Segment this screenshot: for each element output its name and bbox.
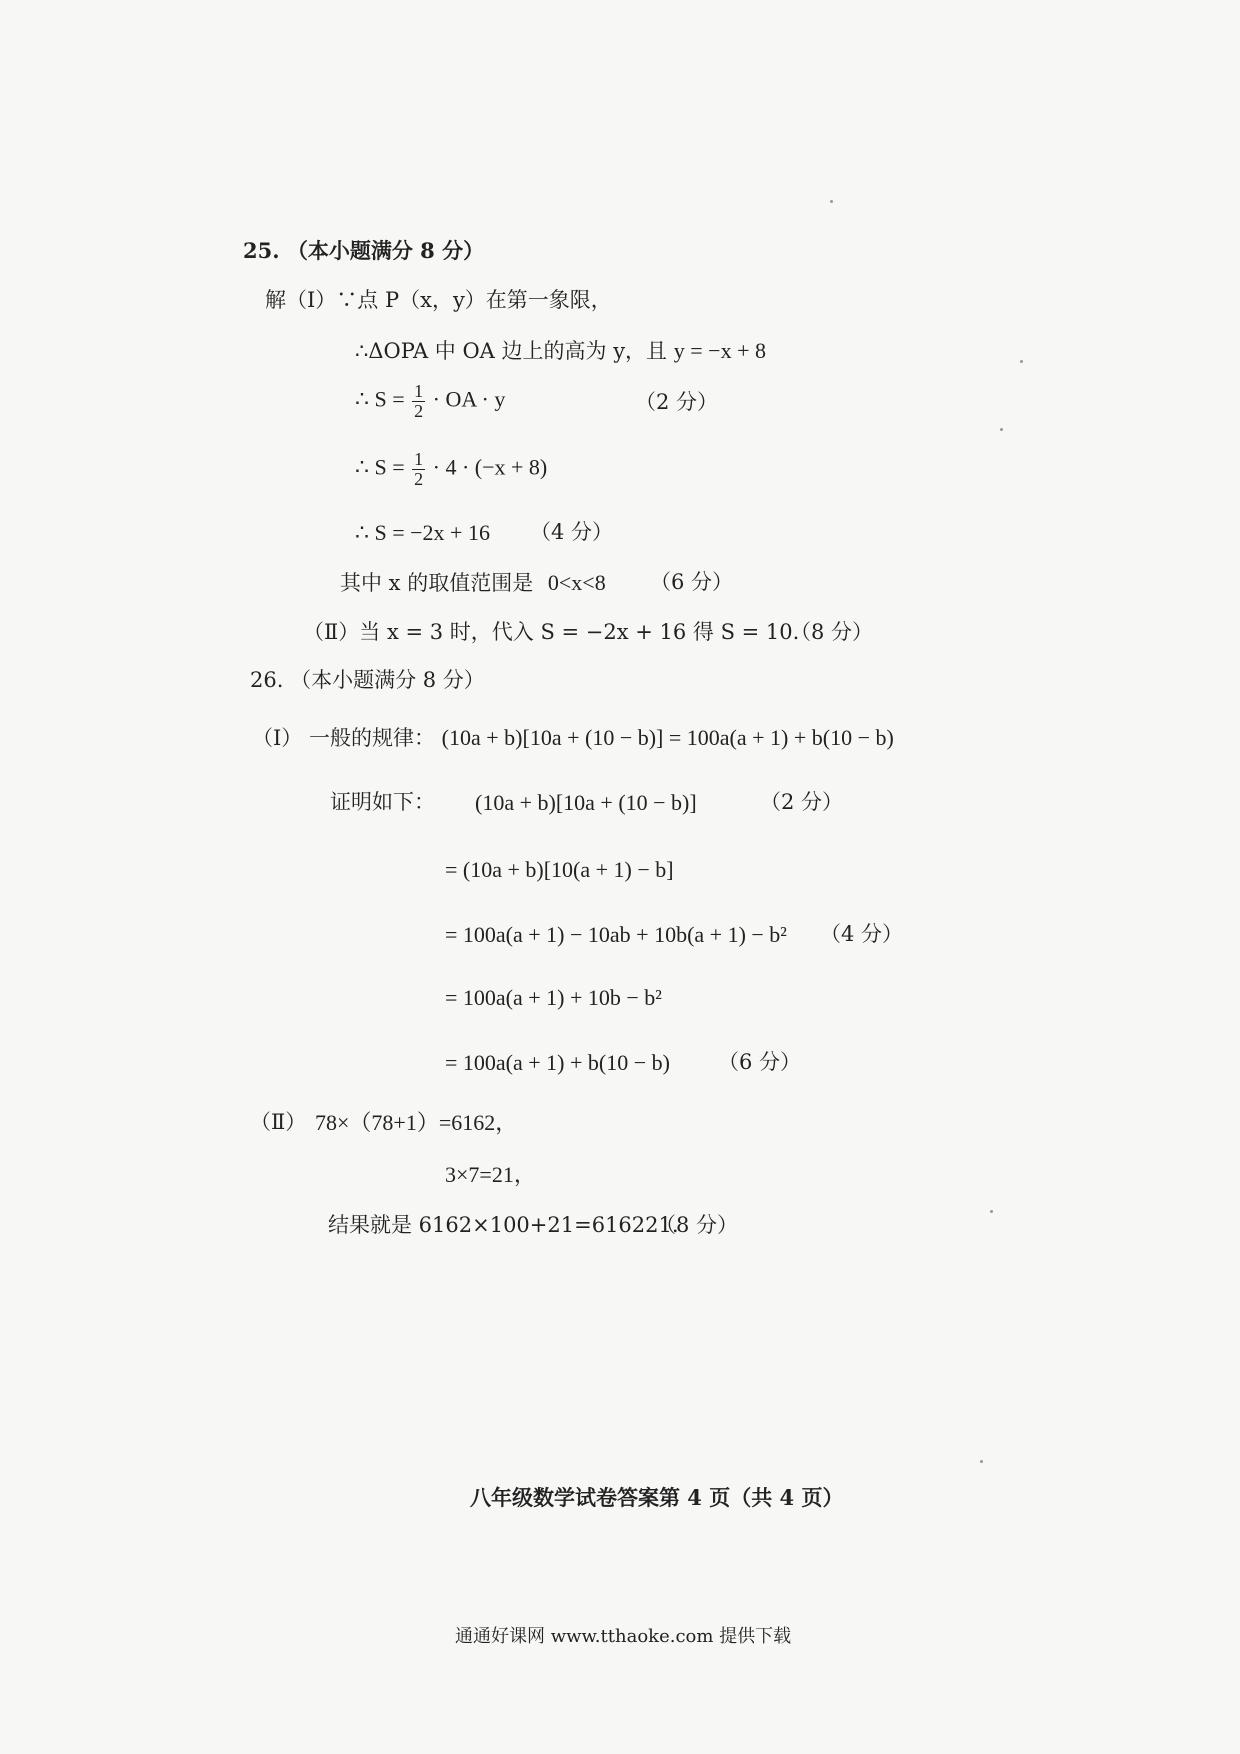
scan-speck: [990, 1210, 993, 1213]
q25-score-2: （2 分）: [635, 390, 719, 414]
scan-speck: [1020, 360, 1023, 363]
fraction-numerator: 1: [414, 449, 424, 469]
q25-score-6: （6 分）: [650, 570, 734, 594]
q26-header: 26. （本小题满分 8 分）: [250, 668, 485, 692]
q26-result: 结果就是 6162×100+21=616221.: [328, 1213, 679, 1237]
q26-proof-line1: (10a + b)[10a + (10 − b)]: [475, 790, 697, 815]
scan-speck: [830, 200, 833, 203]
q26-proof-label: 证明如下：: [330, 790, 435, 814]
q25-step3-post: · OA · y: [432, 386, 506, 412]
page-footer: 八年级数学试卷答案第 4 页（共 4 页）: [470, 1485, 844, 1510]
fraction-numerator: 1: [414, 381, 424, 401]
q26-rule-eq: (10a + b)[10a + (10 − b)] = 100a(a + 1) + b(10 − b): [441, 725, 894, 750]
q25-step2-text: ∴ΔOPA 中 OA 边上的高为 y，且: [355, 339, 668, 363]
q25-range-text: 其中 x 的取值范围是: [340, 571, 534, 595]
scan-speck: [980, 1460, 983, 1463]
q25-step1: 解（Ⅰ）∵点 P（x，y）在第一象限，: [265, 288, 612, 312]
q25-step3: [355, 382, 505, 421]
q26-part2-label: （Ⅱ）: [250, 1110, 307, 1134]
q25-header: 25. （本小题满分 8 分）: [243, 238, 485, 263]
q26-rule-label: （Ⅰ） 一般的规律：: [252, 726, 435, 750]
q26-score-8: （8 分）: [655, 1213, 739, 1237]
q26-score-2: （2 分）: [760, 790, 844, 814]
q26-part2-line2: 3×7=21，: [445, 1162, 536, 1187]
q25-step4-post: · 4 · (−x + 8): [432, 454, 548, 480]
q26-score-6: （6 分）: [718, 1050, 802, 1074]
q26-proof-line4: = 100a(a + 1) + 10b − b²: [445, 985, 662, 1010]
q25-step5: ∴ S = −2x + 16: [355, 520, 490, 545]
q25-range: [340, 570, 606, 596]
download-site-footer: 通通好课网 www.tthaoke.com 提供下载: [455, 1626, 792, 1647]
q25-step3-fraction: [412, 382, 425, 421]
q26-part2-line1: 78×（78+1）=6162，: [315, 1110, 518, 1135]
q26-proof-line3: = 100a(a + 1) − 10ab + 10b(a + 1) − b²: [445, 922, 787, 947]
fraction-denominator: 2: [414, 400, 424, 421]
q25-step3-pre: ∴ S =: [355, 386, 405, 412]
q25-step2-eq: y = −x + 8: [673, 338, 766, 363]
q25-score-8: （8 分）: [790, 620, 874, 644]
q26-proof-line5: = 100a(a + 1) + b(10 − b): [445, 1050, 670, 1075]
q25-step4: [355, 450, 547, 489]
q25-step2: [355, 338, 766, 364]
fraction-denominator: 2: [414, 468, 424, 489]
q25-part2: （Ⅱ）当 x = 3 时，代入 S = −2x + 16 得 S = 10.: [303, 620, 800, 644]
q25-score-4: （4 分）: [530, 520, 614, 544]
q25-step4-fraction: [412, 450, 425, 489]
q25-range-eq: 0<x<8: [547, 570, 606, 595]
scan-speck: [1000, 428, 1003, 431]
q26-rule: [252, 725, 894, 751]
q26-proof-line2: = (10a + b)[10(a + 1) − b]: [445, 857, 674, 882]
q25-step4-pre: ∴ S =: [355, 454, 405, 480]
q26-score-4: （4 分）: [820, 922, 904, 946]
